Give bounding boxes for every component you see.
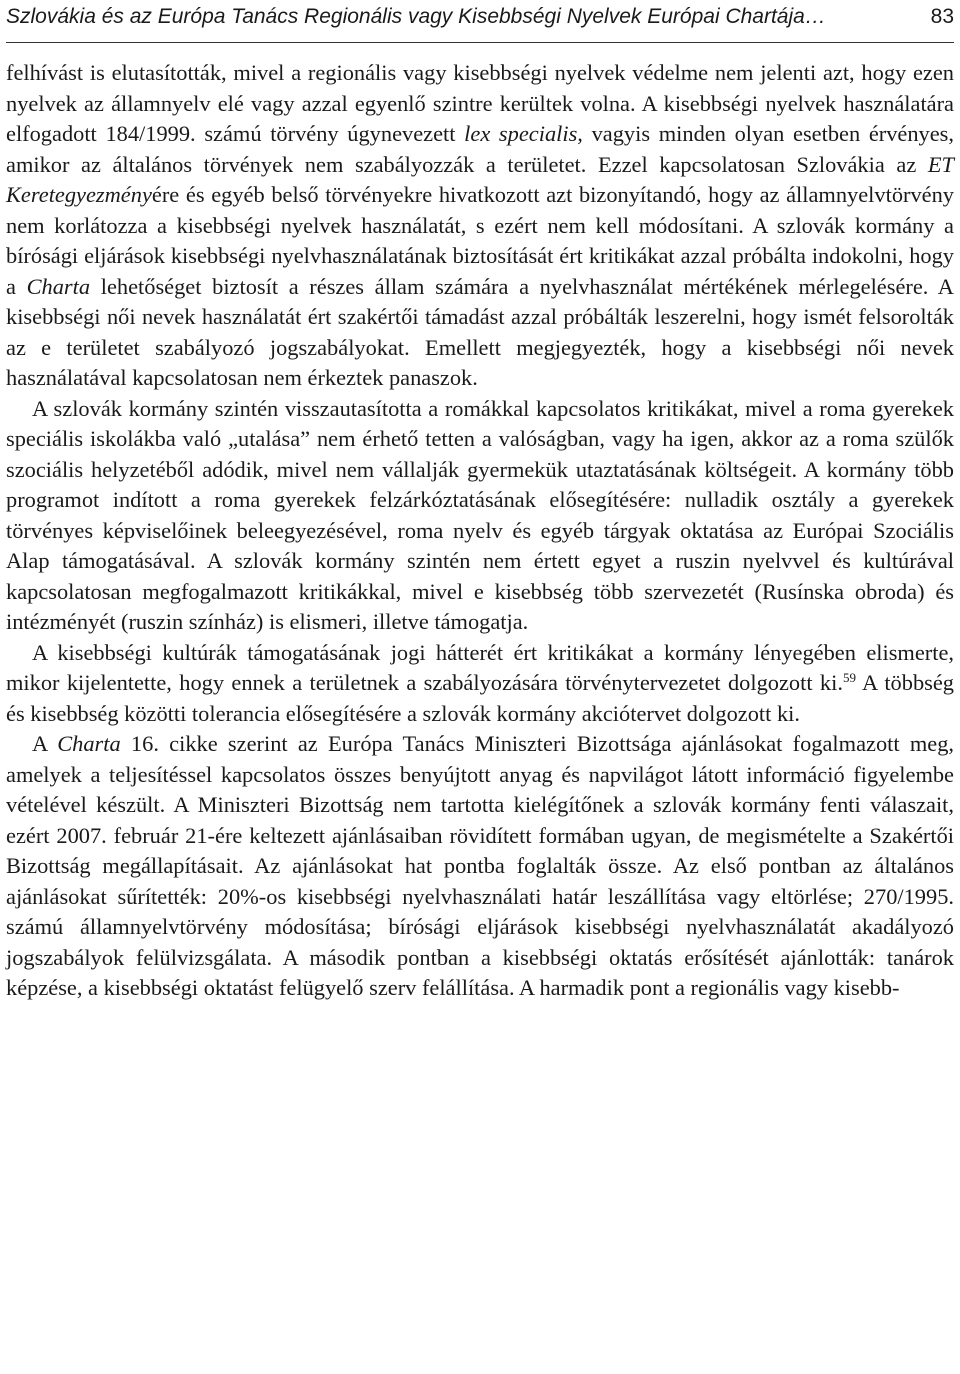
footnote-ref-59[interactable]: 59 <box>842 670 856 685</box>
text-run: ére és egyéb belső törvényekre hivatkozott azt bizonyítandó, hogy az államnyelvtörvény nem korlátozza a kisebbségi nyelvek használatát, s ezért nem kell módosítani. A szlovák kormány a bírósági eljárások kisebbségi nyelvhasználatának biztosítását ért kritikákat azzal próbálta indokolni, hogy a <box>6 182 954 299</box>
text-run: A többség és kisebbség közötti tolerancia elősegítésére a szlovák kormány akciótervet dolgozott ki. <box>6 670 954 726</box>
italic-term: ET Keretegyezmény <box>6 151 954 207</box>
text-run: lehetőséget biztosít a részes állam számára a nyelvhasználat mértékének mérlegelésére. A kisebbségi női nevek használatát ért szakértői támadást azzal próbálták leszerelni, hogy ismét felsorolták az e területet szabályozó jogszabályokat. Emellett megjegyezték, hogy a kisebbségi női nevek használatával kapcsolatosan nem érkeztek panaszok. <box>6 273 954 390</box>
text-run: A <box>32 731 58 756</box>
italic-term: Charta <box>26 273 91 299</box>
paragraph-2 <box>6 394 954 638</box>
body-text <box>6 58 954 1004</box>
running-header-title: Szlovákia és az Európa Tanács Regionális vagy Kisebbségi Nyelvek Európai Chartája… <box>6 5 826 28</box>
running-header <box>6 0 954 43</box>
page-number: 83 <box>930 5 954 28</box>
text-run: 16. cikke szerint az Európa Tanács Miniszteri Bizottsága ajánlásokat fogalmazott meg, amelyek a teljesítéssel kapcsolatos összes benyújtott anyag és napvilágot látott információ figyelembe vételével készült. A Miniszteri Bizottság nem tartotta kielégítőnek a szlovák kormány fenti válaszait, ezért 2007. február 21-ére keltezett ajánlásaiban rövidített formában ugyan, de megismételte a Szakértői Bizottság megállapításait. Az ajánlásokat hat pontba foglalták össze. Az első pontban az általános ajánlásokat sűrítették: 20%-os kisebbségi nyelvhasználati határ leszállítása vagy eltörlése; 270/1995. számú államnyelvtörvény módosítása; bírósági eljárások kisebbségi nyelvhasználatát akadályozó jogszabályok felülvizsgálata. A második pontban a kisebbségi oktatás erősítését ajánlották: tanárok képzése, a kisebbségi oktatást felügyelő szerv felállítása. A harmadik pont a regionális vagy kisebb- <box>6 731 954 1000</box>
text-run: felhívást is elutasították, mivel a regionális vagy kisebbségi nyelvek védelme nem jelenti azt, hogy ezen nyelvek az államnyelv elé vagy azzal egyenlő szintre kerültek volna. A kisebbségi nyelvek használatára elfogadott 184/1999. számú törvény úgynevezett <box>6 60 954 146</box>
italic-term: Charta <box>57 731 121 756</box>
paragraph-4 <box>6 729 954 1004</box>
paragraph-1 <box>6 58 954 394</box>
italic-term: lex specialis, <box>464 121 583 146</box>
text-run: vagyis minden olyan esetben érvényes, amikor az általános törvények nem szabályozzák a területet. Ezzel kapcsolatosan Szlovákia az <box>6 121 954 177</box>
paragraph-3 <box>6 638 954 730</box>
document-page <box>6 0 954 1004</box>
text-run: A szlovák kormány szintén visszautasította a romákkal kapcsolatos kritikákat, mivel a roma gyerekek speciális iskolákba való „utalása” nem érhető tetten a valóságban, vagy ha igen, akkor az a roma szülők szociális helyzetéből adódik, mivel nem vállalják gyermekük utaztatásának költségeit. A kormány több programot indított a roma gyerekek felzárkóztatásának elősegítésére: nulladik osztály a gyerekek törvényes képviselőinek beleegyezésével, roma nyelv és egyéb tárgyak oktatása az Európai Szociális Alap támogatásával. A szlovák kormány szintén nem értett egyet a ruszin nyelvvel és kultúrával kapcsolatosan megfogalmazott kritikákkal, mivel e kisebbség több szervezetét (Rusínska obroda) és intézményét (ruszin színház) is elismeri, illetve támogatja. <box>6 395 954 634</box>
text-run: A kisebbségi kultúrák támogatásának jogi hátterét ért kritikákat a kormány lényegében elismerte, mikor kijelentette, hogy ennek a területnek a szabályozására törvénytervezetet dolgozott ki. <box>6 639 954 695</box>
